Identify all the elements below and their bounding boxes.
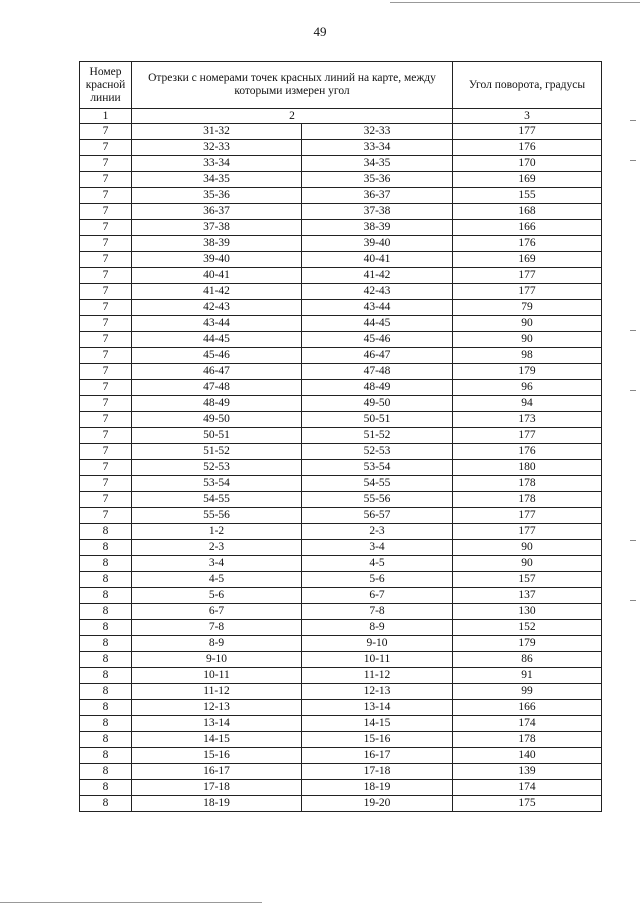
cell-segment-to: 56-57 — [302, 508, 453, 524]
cell-segment-to: 10-11 — [302, 652, 453, 668]
cell-line-number: 7 — [80, 284, 132, 300]
cell-line-number: 7 — [80, 508, 132, 524]
cell-angle: 177 — [453, 508, 602, 524]
cell-line-number: 8 — [80, 764, 132, 780]
table-row — [80, 588, 602, 604]
cell-angle: 79 — [453, 300, 602, 316]
cell-segment-from: 35-36 — [132, 188, 302, 204]
cell-angle: 177 — [453, 124, 602, 140]
cell-segment-from: 31-32 — [132, 124, 302, 140]
cell-segment-to: 8-9 — [302, 620, 453, 636]
cell-segment-from: 32-33 — [132, 140, 302, 156]
cell-segment-from: 16-17 — [132, 764, 302, 780]
cell-line-number: 8 — [80, 668, 132, 684]
cell-segment-from: 48-49 — [132, 396, 302, 412]
cell-segment-from: 39-40 — [132, 252, 302, 268]
table-row — [80, 764, 602, 780]
table-row — [80, 476, 602, 492]
cell-angle: 176 — [453, 236, 602, 252]
table-row — [80, 140, 602, 156]
cell-segment-from: 45-46 — [132, 348, 302, 364]
cell-line-number: 7 — [80, 204, 132, 220]
cell-line-number: 8 — [80, 556, 132, 572]
cell-segment-to: 38-39 — [302, 220, 453, 236]
cell-segment-to: 15-16 — [302, 732, 453, 748]
cell-segment-from: 51-52 — [132, 444, 302, 460]
cell-segment-to: 55-56 — [302, 492, 453, 508]
cell-line-number: 7 — [80, 220, 132, 236]
cell-segment-from: 10-11 — [132, 668, 302, 684]
cell-angle: 91 — [453, 668, 602, 684]
cell-segment-to: 5-6 — [302, 572, 453, 588]
table-row — [80, 156, 602, 172]
cell-segment-to: 33-34 — [302, 140, 453, 156]
column-number-row — [80, 109, 602, 124]
cell-segment-from: 40-41 — [132, 268, 302, 284]
cell-segment-to: 37-38 — [302, 204, 453, 220]
cell-angle: 177 — [453, 428, 602, 444]
cell-angle: 155 — [453, 188, 602, 204]
cell-angle: 90 — [453, 540, 602, 556]
cell-segment-from: 13-14 — [132, 716, 302, 732]
header-segments: Отрезки с номерами точек красных линий на карте, между которыми измерен угол — [132, 62, 453, 109]
table-row — [80, 300, 602, 316]
cell-segment-to: 32-33 — [302, 124, 453, 140]
cell-segment-to: 48-49 — [302, 380, 453, 396]
cell-line-number: 8 — [80, 588, 132, 604]
cell-segment-to: 44-45 — [302, 316, 453, 332]
cell-angle: 137 — [453, 588, 602, 604]
cell-angle: 177 — [453, 284, 602, 300]
cell-segment-from: 41-42 — [132, 284, 302, 300]
cell-angle: 174 — [453, 780, 602, 796]
header-angle: Угол поворота, градусы — [453, 62, 602, 109]
cell-angle: 140 — [453, 748, 602, 764]
table-row — [80, 204, 602, 220]
page-number: 49 — [313, 24, 327, 39]
cell-line-number: 7 — [80, 156, 132, 172]
cell-segment-to: 46-47 — [302, 348, 453, 364]
edge-mark — [630, 120, 636, 121]
cell-segment-from: 14-15 — [132, 732, 302, 748]
cell-line-number: 7 — [80, 476, 132, 492]
cell-angle: 90 — [453, 316, 602, 332]
cell-segment-to: 49-50 — [302, 396, 453, 412]
table-row — [80, 732, 602, 748]
cell-angle: 98 — [453, 348, 602, 364]
cell-line-number: 8 — [80, 604, 132, 620]
table-row — [80, 540, 602, 556]
cell-angle: 166 — [453, 220, 602, 236]
cell-segment-to: 16-17 — [302, 748, 453, 764]
cell-angle: 169 — [453, 252, 602, 268]
cell-angle: 180 — [453, 460, 602, 476]
cell-line-number: 7 — [80, 492, 132, 508]
table-row — [80, 380, 602, 396]
edge-mark — [630, 330, 636, 331]
cell-angle: 168 — [453, 204, 602, 220]
cell-line-number: 8 — [80, 652, 132, 668]
table-row — [80, 652, 602, 668]
table-row — [80, 796, 602, 812]
cell-line-number: 8 — [80, 620, 132, 636]
table-row — [80, 348, 602, 364]
cell-angle: 94 — [453, 396, 602, 412]
cell-segment-from: 46-47 — [132, 364, 302, 380]
cell-angle: 170 — [453, 156, 602, 172]
cell-line-number: 7 — [80, 316, 132, 332]
cell-angle: 90 — [453, 332, 602, 348]
cell-line-number: 7 — [80, 396, 132, 412]
table-body — [80, 124, 602, 812]
cell-angle: 178 — [453, 492, 602, 508]
cell-segment-to: 54-55 — [302, 476, 453, 492]
cell-angle: 152 — [453, 620, 602, 636]
cell-segment-to: 35-36 — [302, 172, 453, 188]
cell-angle: 179 — [453, 364, 602, 380]
cell-segment-to: 39-40 — [302, 236, 453, 252]
cell-segment-from: 5-6 — [132, 588, 302, 604]
cell-segment-from: 7-8 — [132, 620, 302, 636]
cell-segment-from: 11-12 — [132, 684, 302, 700]
cell-segment-from: 15-16 — [132, 748, 302, 764]
cell-segment-to: 12-13 — [302, 684, 453, 700]
cell-segment-to: 17-18 — [302, 764, 453, 780]
table-row — [80, 444, 602, 460]
cell-segment-to: 40-41 — [302, 252, 453, 268]
cell-angle: 130 — [453, 604, 602, 620]
column-number-1: 1 — [80, 109, 132, 124]
cell-segment-from: 4-5 — [132, 572, 302, 588]
cell-segment-from: 37-38 — [132, 220, 302, 236]
table-row — [80, 220, 602, 236]
table-row — [80, 572, 602, 588]
cell-line-number: 7 — [80, 268, 132, 284]
cell-line-number: 8 — [80, 524, 132, 540]
cell-segment-from: 12-13 — [132, 700, 302, 716]
bottom-scan-rule — [0, 902, 262, 903]
column-number-3: 3 — [453, 109, 602, 124]
top-scan-rule — [390, 2, 640, 3]
column-number-2: 2 — [132, 109, 453, 124]
cell-segment-from: 42-43 — [132, 300, 302, 316]
cell-angle: 177 — [453, 268, 602, 284]
cell-segment-from: 18-19 — [132, 796, 302, 812]
table-row — [80, 684, 602, 700]
cell-segment-from: 47-48 — [132, 380, 302, 396]
cell-segment-from: 8-9 — [132, 636, 302, 652]
cell-segment-to: 14-15 — [302, 716, 453, 732]
table-row — [80, 428, 602, 444]
cell-line-number: 8 — [80, 540, 132, 556]
cell-segment-from: 50-51 — [132, 428, 302, 444]
cell-angle: 90 — [453, 556, 602, 572]
edge-mark — [630, 390, 636, 391]
cell-segment-from: 34-35 — [132, 172, 302, 188]
cell-segment-to: 41-42 — [302, 268, 453, 284]
cell-angle: 178 — [453, 732, 602, 748]
cell-segment-to: 42-43 — [302, 284, 453, 300]
cell-angle: 86 — [453, 652, 602, 668]
cell-line-number: 8 — [80, 700, 132, 716]
cell-segment-to: 45-46 — [302, 332, 453, 348]
cell-angle: 157 — [453, 572, 602, 588]
cell-segment-from: 6-7 — [132, 604, 302, 620]
cell-line-number: 7 — [80, 124, 132, 140]
table-row — [80, 364, 602, 380]
edge-mark — [630, 540, 636, 541]
table-row — [80, 412, 602, 428]
cell-line-number: 8 — [80, 716, 132, 732]
cell-segment-to: 9-10 — [302, 636, 453, 652]
cell-angle: 178 — [453, 476, 602, 492]
cell-line-number: 7 — [80, 444, 132, 460]
edge-mark — [630, 160, 636, 161]
cell-segment-from: 54-55 — [132, 492, 302, 508]
table-row — [80, 188, 602, 204]
cell-segment-from: 43-44 — [132, 316, 302, 332]
cell-line-number: 7 — [80, 380, 132, 396]
cell-segment-from: 17-18 — [132, 780, 302, 796]
cell-angle: 166 — [453, 700, 602, 716]
cell-segment-to: 3-4 — [302, 540, 453, 556]
cell-line-number: 7 — [80, 300, 132, 316]
cell-segment-to: 6-7 — [302, 588, 453, 604]
cell-segment-from: 1-2 — [132, 524, 302, 540]
cell-angle: 174 — [453, 716, 602, 732]
cell-line-number: 7 — [80, 236, 132, 252]
cell-segment-to: 11-12 — [302, 668, 453, 684]
cell-segment-from: 38-39 — [132, 236, 302, 252]
cell-line-number: 8 — [80, 732, 132, 748]
cell-segment-to: 13-14 — [302, 700, 453, 716]
table-row — [80, 316, 602, 332]
cell-segment-to: 53-54 — [302, 460, 453, 476]
cell-angle: 169 — [453, 172, 602, 188]
cell-line-number: 7 — [80, 460, 132, 476]
cell-line-number: 7 — [80, 332, 132, 348]
cell-segment-to: 51-52 — [302, 428, 453, 444]
cell-line-number: 7 — [80, 412, 132, 428]
table-row — [80, 460, 602, 476]
cell-angle: 139 — [453, 764, 602, 780]
cell-segment-from: 52-53 — [132, 460, 302, 476]
header-line-number: Номер красной линии — [80, 62, 132, 109]
cell-segment-from: 44-45 — [132, 332, 302, 348]
cell-angle: 176 — [453, 140, 602, 156]
cell-segment-to: 34-35 — [302, 156, 453, 172]
cell-line-number: 7 — [80, 428, 132, 444]
cell-segment-to: 4-5 — [302, 556, 453, 572]
cell-line-number: 8 — [80, 572, 132, 588]
cell-segment-from: 53-54 — [132, 476, 302, 492]
table-row — [80, 668, 602, 684]
cell-angle: 96 — [453, 380, 602, 396]
turn-angles-table — [79, 61, 602, 812]
table-header-row — [80, 62, 602, 109]
cell-segment-from: 36-37 — [132, 204, 302, 220]
cell-angle: 179 — [453, 636, 602, 652]
cell-segment-from: 55-56 — [132, 508, 302, 524]
cell-segment-to: 50-51 — [302, 412, 453, 428]
cell-segment-from: 49-50 — [132, 412, 302, 428]
cell-line-number: 7 — [80, 172, 132, 188]
cell-segment-to: 18-19 — [302, 780, 453, 796]
cell-segment-to: 52-53 — [302, 444, 453, 460]
cell-segment-to: 36-37 — [302, 188, 453, 204]
cell-line-number: 8 — [80, 684, 132, 700]
table-row — [80, 620, 602, 636]
cell-angle: 177 — [453, 524, 602, 540]
cell-segment-to: 19-20 — [302, 796, 453, 812]
cell-segment-from: 3-4 — [132, 556, 302, 572]
table-row — [80, 716, 602, 732]
cell-line-number: 7 — [80, 348, 132, 364]
edge-mark — [630, 600, 636, 601]
table-row — [80, 124, 602, 140]
cell-line-number: 8 — [80, 748, 132, 764]
table-row — [80, 492, 602, 508]
cell-angle: 99 — [453, 684, 602, 700]
table-row — [80, 700, 602, 716]
cell-angle: 173 — [453, 412, 602, 428]
table-row — [80, 748, 602, 764]
cell-segment-to: 47-48 — [302, 364, 453, 380]
table-row — [80, 604, 602, 620]
cell-segment-from: 2-3 — [132, 540, 302, 556]
table-row — [80, 636, 602, 652]
table-row — [80, 268, 602, 284]
cell-angle: 176 — [453, 444, 602, 460]
table-row — [80, 556, 602, 572]
table-row — [80, 524, 602, 540]
table-row — [80, 508, 602, 524]
cell-line-number: 8 — [80, 780, 132, 796]
cell-angle: 175 — [453, 796, 602, 812]
table-row — [80, 396, 602, 412]
cell-line-number: 8 — [80, 636, 132, 652]
cell-segment-from: 33-34 — [132, 156, 302, 172]
table-row — [80, 284, 602, 300]
cell-line-number: 7 — [80, 140, 132, 156]
cell-line-number: 7 — [80, 364, 132, 380]
cell-segment-to: 43-44 — [302, 300, 453, 316]
cell-line-number: 7 — [80, 252, 132, 268]
table-row — [80, 172, 602, 188]
table-row — [80, 236, 602, 252]
cell-segment-to: 2-3 — [302, 524, 453, 540]
cell-segment-from: 9-10 — [132, 652, 302, 668]
cell-line-number: 7 — [80, 188, 132, 204]
table-row — [80, 252, 602, 268]
table-row — [80, 780, 602, 796]
cell-line-number: 8 — [80, 796, 132, 812]
cell-segment-to: 7-8 — [302, 604, 453, 620]
table-row — [80, 332, 602, 348]
